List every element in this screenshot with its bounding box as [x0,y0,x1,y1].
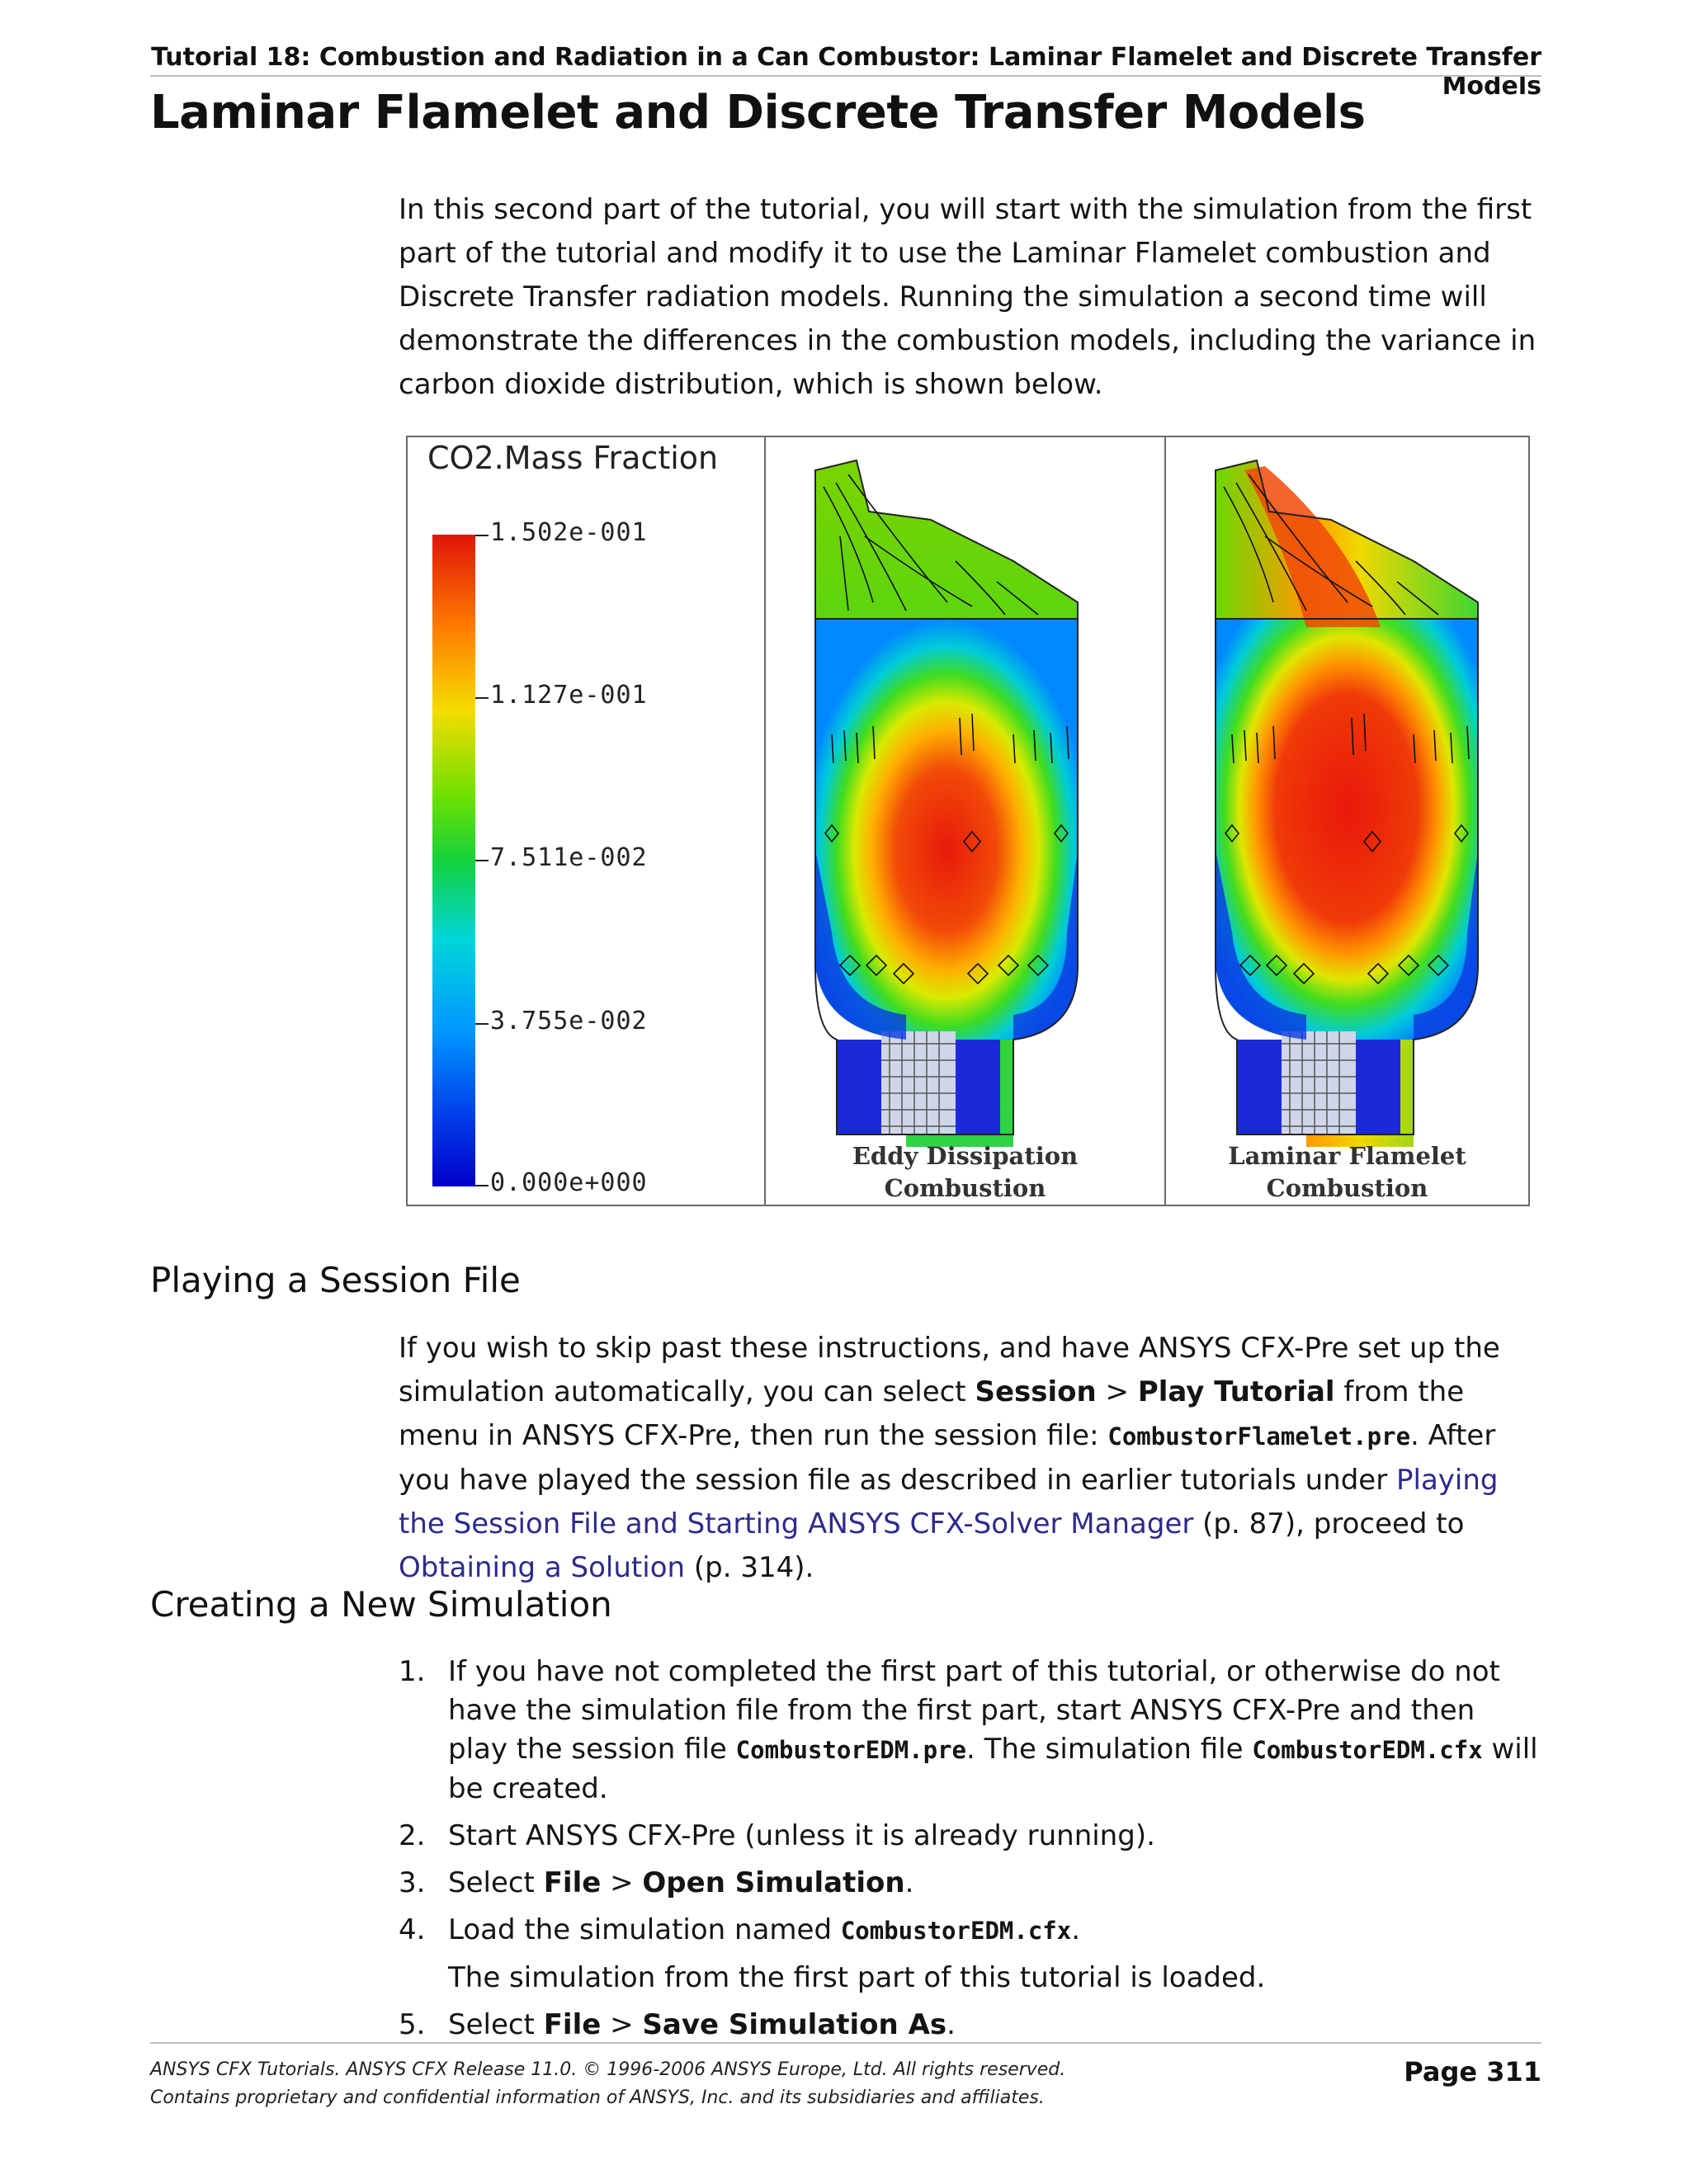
co2-mass-fraction-figure [406,436,1530,1206]
legend-label: 1.127e-001 [490,681,648,710]
list-item [399,1817,1541,1856]
color-scale-bar [432,535,475,1186]
text: from the menu in ANSYS CFX-Pre, then run the session file: [399,1375,1465,1452]
steps-list [399,1653,1541,2053]
footer-rule [150,2042,1541,2044]
session-filename: CombustorFlamelet.pre [1107,1422,1411,1450]
intro-paragraph: In this second part of the tutorial, you will start with the simulation from the first part of the tutorial and modify it to use the Laminar Flamelet combustion and Discrete Transfer radiation models. Running the simulation a second time will demonstrate the differences in the combustion models, including the variance in carbon dioxide distribution, which is shown below. [399,193,1537,401]
page-number: Page 311 [1404,2056,1541,2087]
list-item [399,2006,1541,2045]
text: (p. 314). [685,1551,814,1584]
session-file-paragraph [399,1327,1541,1590]
footer-copyright: ANSYS CFX Tutorials. ANSYS CFX Release 11.0. © 1996-2006 ANSYS Europe, Ltd. All rights reserved. [150,2059,1066,2080]
step-number: 4. [399,1913,426,1946]
legend-tick [475,697,489,699]
legend-tick [475,1023,489,1025]
text: Select [448,2008,544,2041]
eddy-dissipation-contour-plot [766,437,1164,1147]
text: . [904,1866,914,1899]
laminar-flamelet-caption [1166,1140,1528,1205]
simulation-filename: CombustorEDM.cfx [840,1917,1072,1945]
laminar-flamelet-panel [1166,437,1528,1205]
link-obtaining-solution[interactable]: Obtaining a Solution [399,1551,686,1584]
text: . After you have played the session file as described in earlier tutorials under [399,1419,1496,1497]
legend-tick [475,860,489,861]
text: Load the simulation named [448,1913,841,1946]
caption-line: Combustion [884,1174,1046,1202]
menu-session: Session [975,1375,1097,1408]
legend-label: 3.755e-002 [490,1007,648,1035]
step-number: 2. [399,1819,426,1852]
laminar-flamelet-contour-plot [1166,437,1528,1147]
text: > [601,2008,643,2041]
page-title: Laminar Flamelet and Discrete Transfer Models [150,86,1366,139]
menu-play-tutorial: Play Tutorial [1137,1375,1335,1408]
text: > [601,1866,643,1899]
text: (p. 87), proceed to [1193,1507,1465,1540]
caption-line: Combustion [1266,1174,1428,1202]
section-heading-creating-simulation: Creating a New Simulation [150,1584,612,1625]
step-number: 1. [399,1655,426,1688]
section-heading-playing-session-file: Playing a Session File [150,1260,521,1300]
step-number: 3. [399,1866,426,1899]
text: will be created. [448,1733,1538,1805]
legend-tick [475,535,489,536]
legend-label-max: 1.502e-001 [490,518,648,547]
menu-file: File [543,2008,602,2041]
list-item [399,1653,1541,1809]
text: . [1071,1913,1081,1946]
caption-line: Eddy Dissipation [852,1142,1079,1170]
menu-open-simulation: Open Simulation [642,1866,905,1899]
text: > [1096,1375,1138,1408]
eddy-dissipation-caption [766,1140,1164,1205]
eddy-dissipation-panel [766,437,1164,1205]
running-head: Tutorial 18: Combustion and Radiation in a Can Combustor: Laminar Flamelet and Discrete Transfer Models [151,43,1541,101]
text: Start ANSYS CFX-Pre (unless it is already running). [448,1819,1155,1852]
list-item [399,1864,1541,1903]
text: . [946,2008,956,2041]
legend-tick [475,1185,489,1186]
legend-label: 7.511e-002 [490,843,648,872]
menu-save-simulation-as: Save Simulation As [642,2008,947,2041]
text: . The simulation file [966,1733,1253,1766]
text: If you have not completed the first part of this tutorial, or otherwise do not have the simulation file from the first part, start ANSYS CFX-Pre and then play the session file [448,1655,1500,1766]
step-note: The simulation from the first part of this tutorial is loaded. [448,1961,1266,1994]
legend-title: CO2.Mass Fraction [427,440,719,476]
header-rule [150,75,1541,77]
session-filename: CombustorEDM.pre [735,1736,967,1764]
legend-panel [408,437,764,1205]
step-number: 5. [399,2008,426,2041]
footer-confidential: Contains proprietary and confidential information of ANSYS, Inc. and its subsidiaries and affiliates. [150,2087,1045,2108]
simulation-filename: CombustorEDM.cfx [1252,1736,1483,1764]
text: Select [448,1866,544,1899]
text: If you wish to skip past these instructions, and have ANSYS CFX-Pre set up the simulation automatically, you can select [399,1332,1500,1408]
list-item [399,1911,1541,1998]
caption-line: Laminar Flamelet [1228,1142,1466,1170]
menu-file: File [543,1866,602,1899]
link-playing-session-file[interactable]: Playing the Session File and Starting ANSYS CFX-Solver Manager [399,1464,1499,1540]
legend-label-min: 0.000e+000 [490,1168,648,1197]
